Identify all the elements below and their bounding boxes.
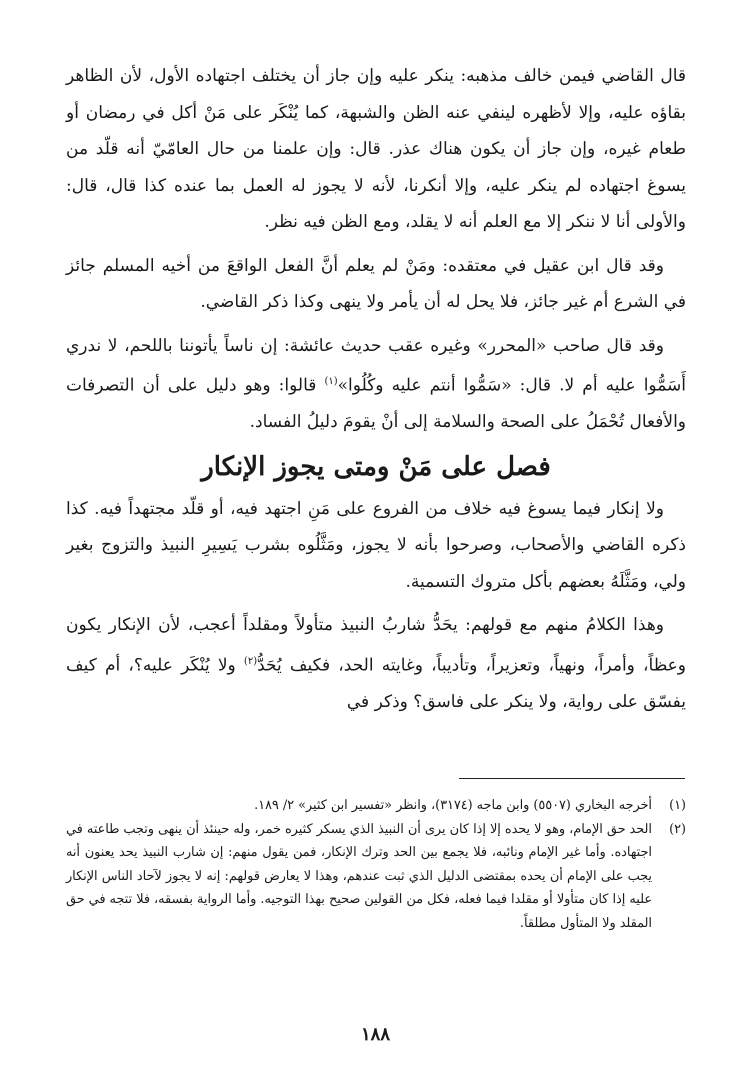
footnote-ref-1: (١) xyxy=(324,376,338,387)
paragraph-4: ولا إنكار فيما يسوغ فيه خلاف من الفروع على مَنِ اجتهد فيه، أو قلّد مجتهداً فيه. كذا ذكره القاضي والأصحاب، وصرحوا بأنه لا يجوز، ومَثَّلُوه بشرب يَسِيرِ النبيذ والتزوج بغير ولي، ومَثَّلَهُ بعضهم بأكل متروك التسمية. xyxy=(66,498,686,592)
footnote-2-number: (٢) xyxy=(669,821,686,837)
footnote-1-number: (١) xyxy=(669,798,686,813)
footnote-2 xyxy=(66,818,686,936)
paragraph-5-text-a: وهذا الكلامُ منهم مع قولهم: يحَدُّ شاربُ النبيذ متأولاً ومقلداً أعجب، لأن الإنكار يكون وعظاً، وأمراً، ونهياً، وتعزيراً، وتأديباً، وغايته الحد، فكيف يُحَدُّ xyxy=(66,615,686,676)
footnote-1 xyxy=(66,794,686,818)
footnote-separator xyxy=(459,778,685,779)
paragraph-3-text-b: قالوا: وهو دليل على أن التصرفات والأفعال تُحْمَلُ على الصحة والسلامة إلى أنْ يقومَ دليلُ الفساد. xyxy=(66,375,686,433)
page-number: ١٨٨ xyxy=(360,1024,390,1045)
main-text xyxy=(66,58,686,720)
paragraph-2: وقد قال ابن عقيل في معتقده: ومَنْ لم يعلم أنَّ الفعل الواقعَ من أخيه المسلم جائز في الشرع أم غير جائز، فلا يحل له أن يأمر ولا ينهى وكذا ذكر القاضي. xyxy=(66,255,686,312)
footnotes xyxy=(66,794,686,935)
paragraph-5 xyxy=(66,607,686,720)
paragraph-3-text-a: وقد قال صاحب «المحرر» وغيره عقب حديث عائشة: إن ناساً يأتوننا باللحم، لا ندري أَسَمُّوا عليه أم لا. قال: «سَمُّوا أنتم عليه وكُلُوا» xyxy=(66,335,686,396)
footnote-2-text: الحد حق الإمام، وهو لا يحده إلا إذا كان يرى أن النبيذ الذي يسكر كثيره خمر، وله حينئذ أن ينهى وتجب طاعته في اجتهاده. وأما غير الإمام ونائبه، فلا يجمع بين الحد وترك الإنكار، فمن يقول منهم: إن شارب النبيذ يحد يعنون أنه يجب على الإمام أن يحده بمقتضى الدليل الذي ثبت عندهم، وهذا لا يعارض قولهم: إنه لا يجوز لآحاد الناس الإنكار عليه إذا كان متأولا أو مقلدا فيما فعله، فكل من القولين صحيح بهذا التوجيه. وأما الرواية بفسقه، فلا تتجه في حق المقلد ولا المتأول مطلقاً. xyxy=(66,821,652,931)
paragraph-5-text-b: ولا يُنْكَر عليه؟، أم كيف يفسّق على رواية، ولا ينكر على فاسق؟ وذكر في xyxy=(66,655,686,712)
footnote-ref-2: (٢) xyxy=(243,655,258,667)
section-heading: فصل على مَنْ ومتى يجوز الإنكار xyxy=(201,451,551,482)
paragraph-1: قال القاضي فيمن خالف مذهبه: ينكر عليه وإن جاز أن يختلف اجتهاده الأول، لأن الظاهر بقاؤه عليه، وإلا لأظهره لينفي عنه الظن والشبهة، كما يُنْكَر على مَنْ أكل في رمضان أو طعام غيره، وإن جاز أن يكون هناك عذر. قال: وإن علمنا من حال العامّيّ أنه قلّد من يسوغ اجتهاده لم ينكر عليه، وإلا أنكرنا، لأنه لا يجوز له العمل بما عنده كذا قال، قال: والأولى أنا لا ننكر إلا مع العلم أنه لا يقلد، ومع الظن فيه نظر. xyxy=(66,66,686,232)
footnote-1-text: أخرجه البخاري (٥٥٠٧) وابن ماجه (٣١٧٤)، وانظر «تفسير ابن كثير» ٢/ ١٨٩. xyxy=(254,798,652,813)
paragraph-3 xyxy=(66,328,686,441)
